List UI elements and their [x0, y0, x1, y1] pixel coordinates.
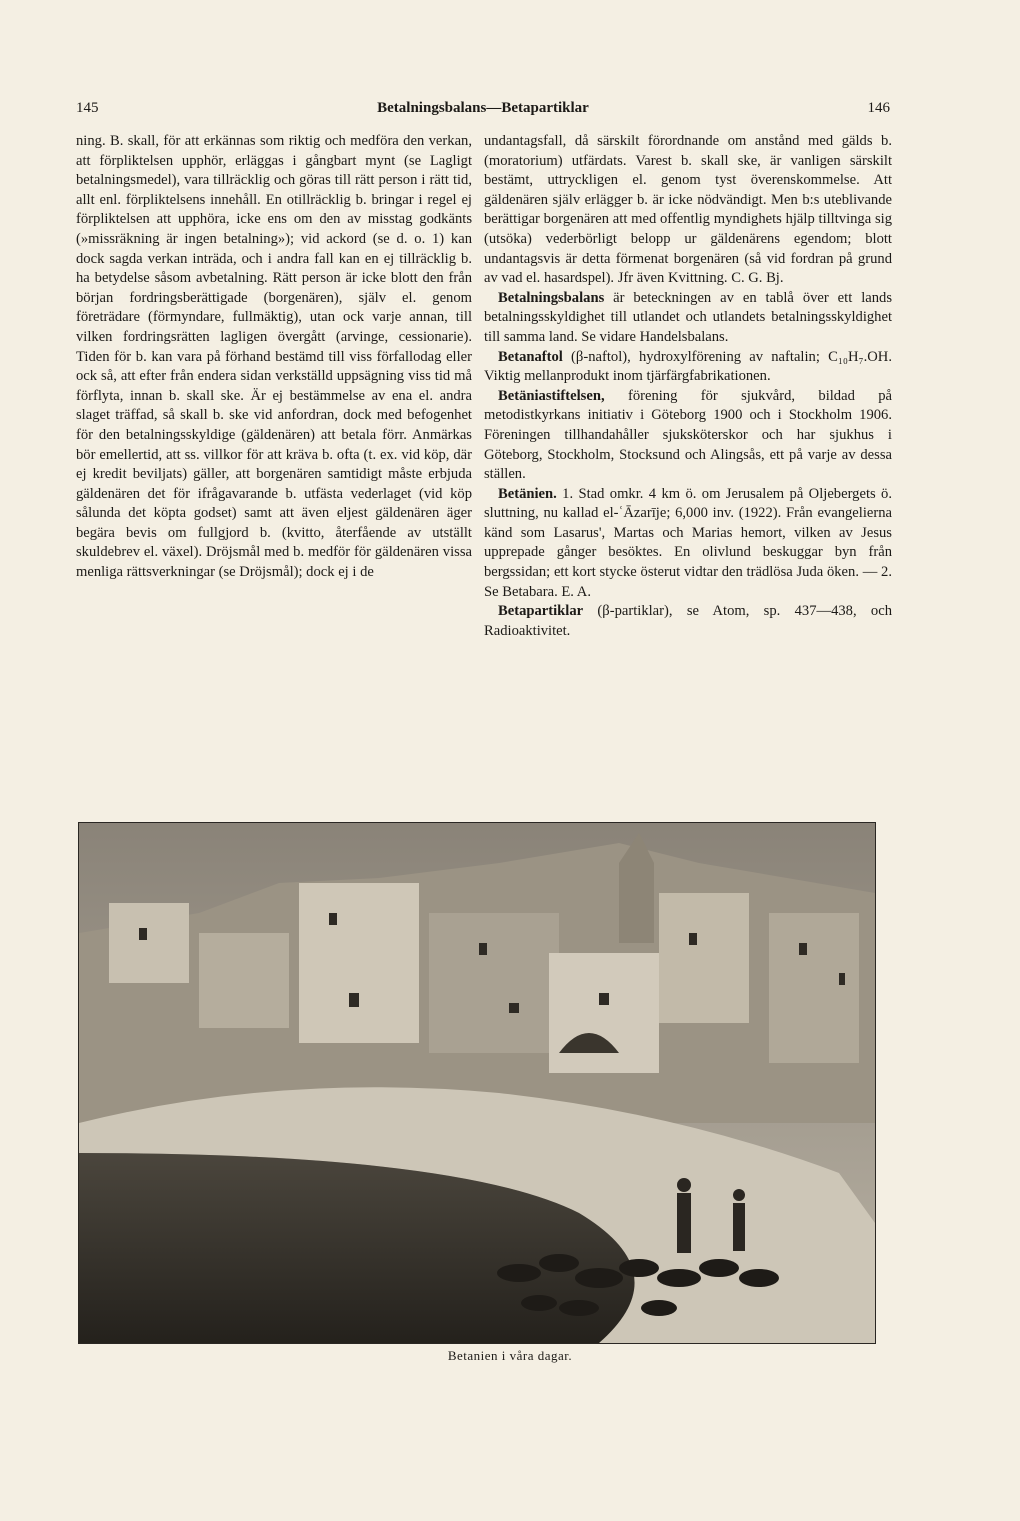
entry-betanaftol	[484, 348, 892, 387]
house	[769, 913, 859, 1063]
right-column-continuation: undantagsfall, då särskilt förordnande om anstånd med gälds b. (moratorium) utfärdats. Varest b. skall ske, är vanligen särskilt bestämt, uttryckligen el. genom tyst överenskommelse. Att gäldenären själv erlägger b. är icke nödvändigt. Men b:s uteblivande berättigar borgenären att med offentlig myndighets hjälp tilltvinga sig (utsöka) vederbörligt belopp ur gäldenärens egendom; blott undantagsvis är detta förmenat borgenären (så vid fordran på grund av vad el. hasardspel). Jfr även Kvittning. C. G. Bj.	[484, 133, 892, 287]
entry-betapartiklar	[484, 602, 892, 641]
right-column	[484, 132, 892, 641]
entry-head: Betäniastiftelsen,	[498, 387, 605, 404]
village-photo	[78, 822, 876, 1344]
house	[429, 913, 559, 1053]
figure-caption: Betanien i våra dagar.	[447, 1348, 573, 1363]
entry-betalningsbalans	[484, 289, 892, 348]
entry-head: Betalningsbalans	[498, 289, 605, 306]
entry-betanien	[484, 485, 892, 603]
page-number-left: 145	[76, 100, 99, 116]
house	[549, 953, 659, 1073]
entry-head: Betänien.	[498, 485, 557, 502]
house	[109, 903, 189, 983]
entry-body: 1. Stad omkr. 4 km ö. om Jerusalem på Oljebergets ö. sluttning, nu kallad el-ʿĀzarīje; 6,000 inv. (1922). Från evangelierna känd som Lasarus', Martas och Marias hemort, vilken av Jesus upprepade gånger besöktes. En olivlund beskuggar byn från bergssidan; ett kort stycke österut vidtar den trädlösa Juda öken. — 2. Se Betabara. E. A.	[484, 485, 892, 600]
entry-betaniastiftelsen	[484, 387, 892, 485]
entry-head: Betapartiklar	[498, 603, 584, 620]
page-number-right: 146	[867, 100, 890, 116]
house	[199, 933, 289, 1028]
house	[299, 883, 419, 1043]
entry-body: förening för sjukvård, bildad på metodistkyrkans initiativ i Göteborg 1900 och i Stockholm 1906. Föreningen tillhandahåller sjuksköterskor och har sjukhus i Göteborg, Stockholm, Stocksund och Alingsås, ett på varje av dessa ställen.	[484, 387, 892, 483]
entry-body: (β-partiklar), se Atom, sp. 437—438, och Radioaktivitet.	[484, 603, 892, 639]
running-title: Betalningsbalans—Betapartiklar	[377, 100, 589, 116]
house	[659, 893, 749, 1023]
entry-head: Betanaftol	[498, 348, 563, 365]
entry-body: (β-naftol), hydroxylförening av naftalin; C₁₀H₇.OH. Viktig mellanprodukt inom tjärfärgfabrikationen.	[484, 348, 892, 385]
entry-body: är beteckningen av en tablå över ett lands betalningsskyldighet till utlandet och utlandets betalningsskyldighet till samma land. Se vidare Handelsbalans.	[484, 289, 892, 345]
left-column-text: ning. B. skall, för att erkännas som riktig och medföra den verkan, att förpliktelsen upphör, erläggas i gångbart mynt (se Lagligt betalningsmedel), vara tillräcklig och göras till rätt person i rätt tid, allt enl. förpliktelsens innehåll. En otillräcklig b. bringar i regel ej förpliktelsen att upphöra, icke ens om den av misstag godkänts (»missräkning är ingen betalning»); vid ackord (se d. o. 1) kan dock sagda verkan inträda, och i andra fall kan en ej tillräcklig b. ha betydelse såsom avbetalning. Rätt person är icke blott den från början fordringsberättigade (borgenären), själv el. genom företrädare (förmyndare, fullmäktig), utan ock varje annan, till vilken fordringsrätten lagligen övergått (arvinge, cessionarie). Tiden för b. kan vara på förhand bestämd till viss förfallodag eller ock så, att efter från endera sidan verkställd uppsägning viss tid må förflyta, innan b. skall ske. Är ej bestämmelse av ena el. andra slaget träffad, så skall b. ske vid anfordran, dock med befogenhet för den betalningsskyldige (gäldenären) att betala förr. Anmärkas bör emellertid, att ss. villkor för att kräva b. ofta (t. ex. vid köp, där ej kredit beviljats) gäller, att borgenären samtidigt måste erbjuda gäldenären det för ifrågavarande b. utfästa vederlaget (vid köp sålunda det köpta godset) samt att även eljest gäldenären äger begära bevis om fullgjord b. (kvitto, återfående av utställt skuldebrev el. växel). Dröjsmål med b. medför för gäldenären vissa menliga rättsverkningar (se Dröjsmål); dock ej i de	[76, 133, 472, 581]
left-column	[76, 132, 472, 583]
page-header	[76, 100, 890, 126]
